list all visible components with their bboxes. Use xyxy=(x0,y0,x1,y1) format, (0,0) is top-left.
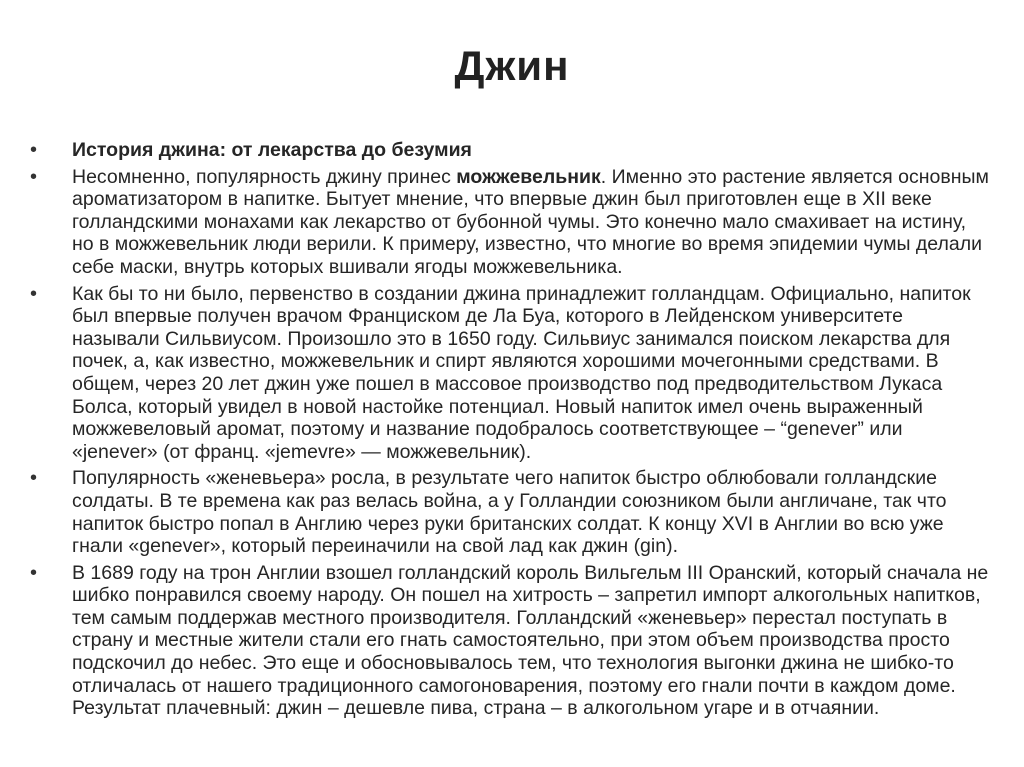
bullet-item-heading xyxy=(30,139,990,162)
bullet-dot-icon: • xyxy=(30,282,38,305)
bullet-item-juniper xyxy=(30,166,990,279)
bullet-list xyxy=(30,139,990,724)
bullet-william-iii-text: В 1689 году на трон Англии взошел голландский король Вильгельм III Оранский, который сначала не шибко понравился своему народу. Он пошел на хитрость – запретил импорт алкогольных напитков, тем самым поддержав местного производителя. Голландский «женевьер» перестал поступать в страну и местные жители стали его гнать самостоятельно, при этом объем производства просто подскочил до небес. Это еще и обосновывалось тем, что технология выгонки джина не шибко-то отличалась от нашего традиционного самогоноварения, поэтому его гнали почти в каждом доме. Результат плачевный: джин – дешевле пива, страна – в алкогольном угаре и в отчаянии. xyxy=(72,561,989,720)
bullet-dot-icon: • xyxy=(30,561,38,584)
juniper-bold-word: можжевельник xyxy=(456,165,601,188)
bullet-dot-icon: • xyxy=(30,165,38,188)
bullet-dot-icon: • xyxy=(30,467,38,490)
bullet-item-genever-popularity xyxy=(30,467,990,557)
bullet-item-william-iii xyxy=(30,562,990,720)
bullet-juniper-text xyxy=(72,166,990,279)
bullet-dutch-origin-text: Как бы то ни было, первенство в создании джина принадлежит голландцам. Официально, напиток был впервые получен врачом Франциском де Ла Буа, которого в Лейденском университете называли Сильвиусом. Произошло это в 1650 году. Сильвиус занимался поиском лекарства для почек, а, как известно, можжевельник и спирт являются хорошими мочегонными средствами. В общем, через 20 лет джин уже пошел в массовое производство под предводительством Лукаса Болса, который увидел в новой настойке потенциал. Новый напиток имел очень выраженный можжевеловый аромат, поэтому и название подобралось соответствующее – “genever” или «jenever» (от франц. «jemevre» — можжевельник). xyxy=(72,282,971,463)
bullet-genever-popularity-text: Популярность «женевьера» росла, в результате чего напиток быстро облюбовали голландские солдаты. В те времена как раз велась война, а у Голландии союзником были англичане, так что напиток быстро попал в Англию через руки британских солдат. К концу XVI в Англии во всю уже гнали «genever», который переиначили на свой лад как джин (gin). xyxy=(72,467,947,558)
slide-title: Джин xyxy=(454,42,570,89)
juniper-text-after: . Именно это растение является основным ароматизатором в напитке. Бытует мнение, что впервые джин был приготовлен еще в XII веке голландскими монахами как лекарство от бубонной чумы. Это конечно мало смахивает на истину, но в можжевельник люди верили. К примеру, известно, что многие во время эпидемии чумы делали себе маски, внутрь которых вшивали ягоды можжевельника. xyxy=(72,165,989,278)
bullet-dot-icon: • xyxy=(30,139,38,161)
juniper-text-before: Несомненно, популярность джину принес xyxy=(72,165,457,188)
bullet-item-dutch-origin xyxy=(30,283,990,464)
bullet-heading-text: История джина: от лекарства до безумия xyxy=(72,139,472,161)
